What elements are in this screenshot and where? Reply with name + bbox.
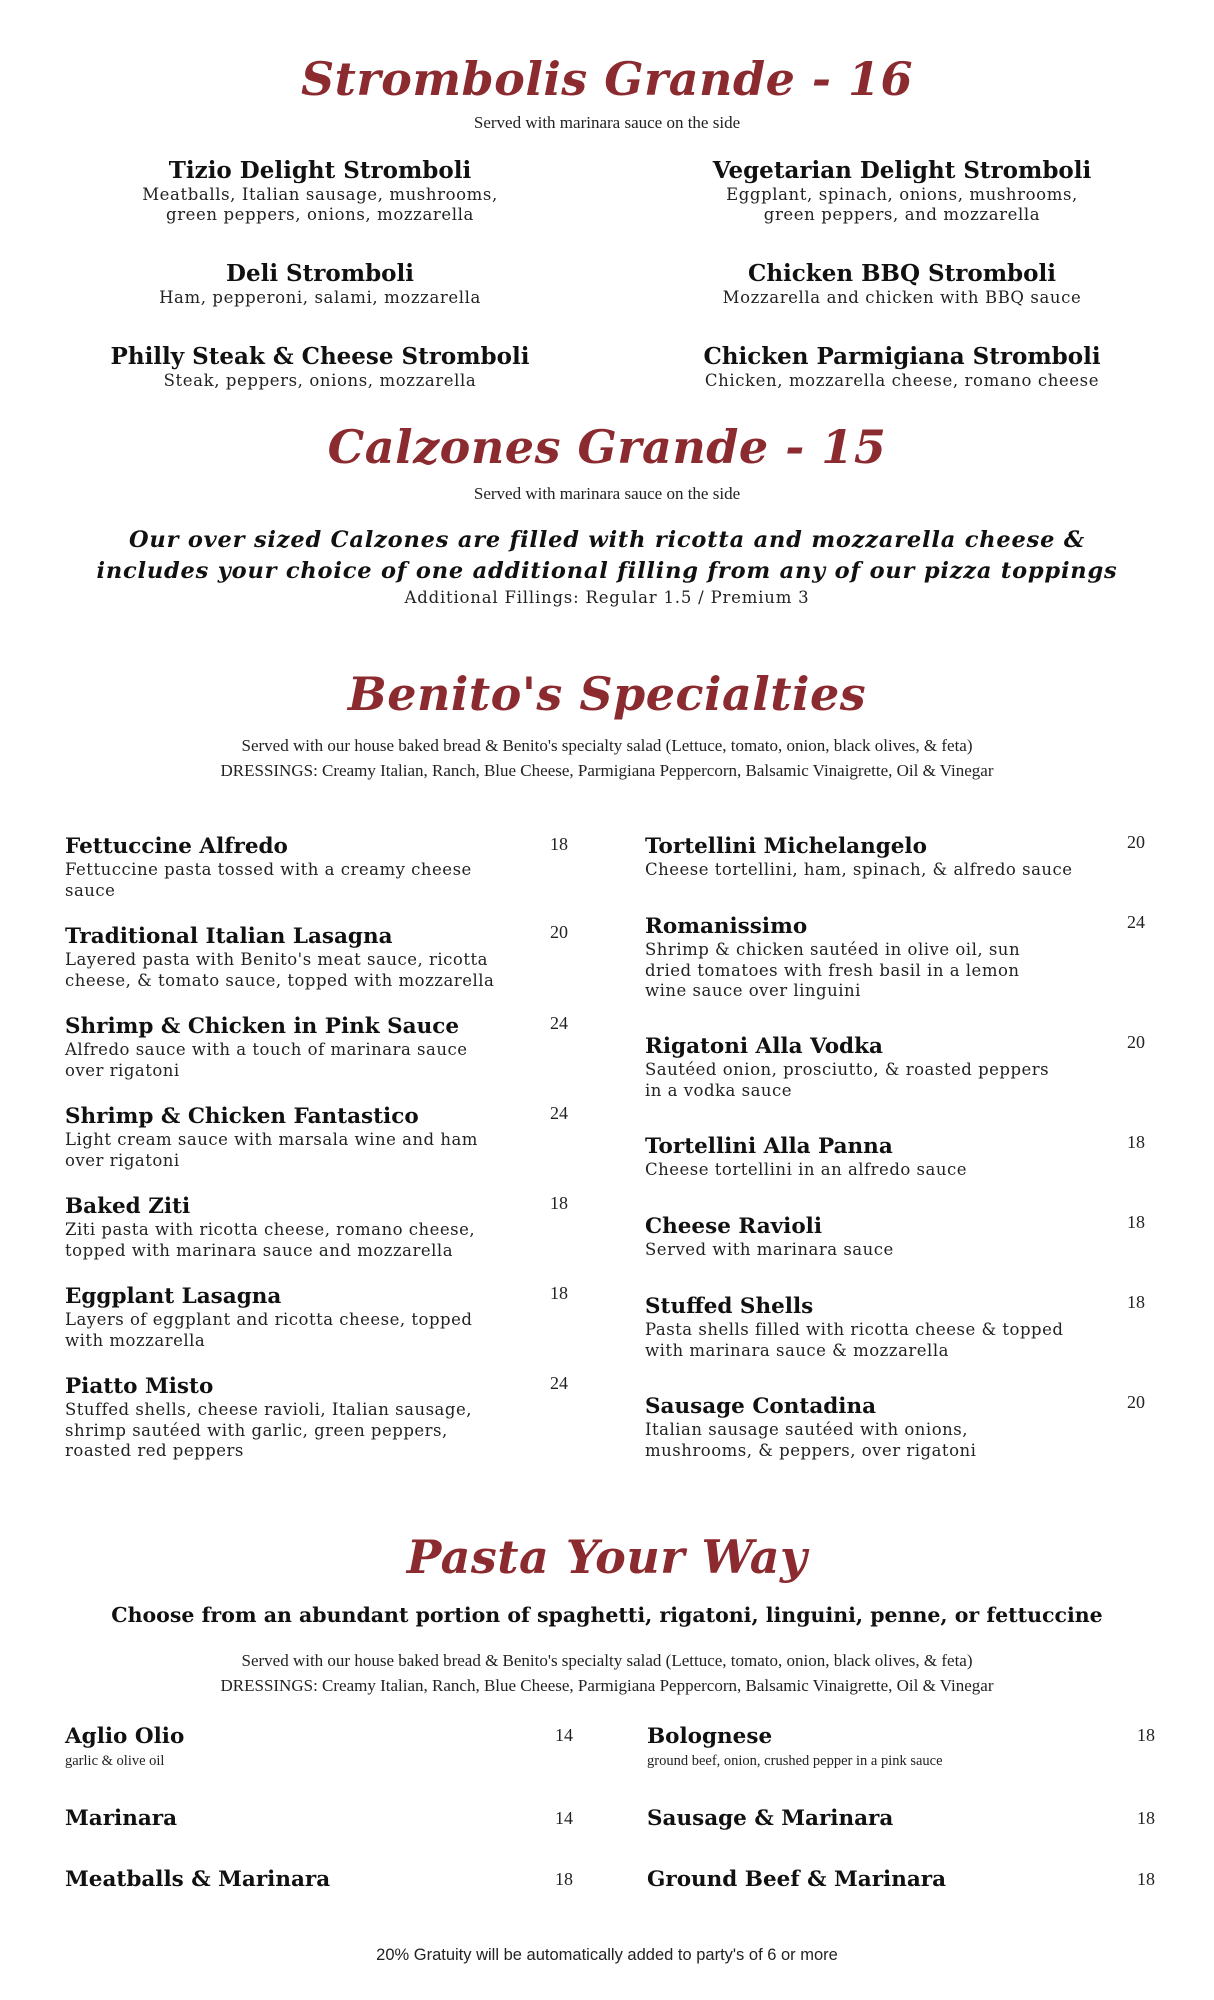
item-desc: Mozzarella and chicken with BBQ sauce <box>722 288 1082 307</box>
specialty-item <box>65 1104 505 1171</box>
pasta-salad-note: Served with our house baked bread & Benito's specialty salad (Lettuce, tomato, onion, black olives, & feta) <box>241 1651 973 1670</box>
specialty-item <box>65 1014 505 1081</box>
item-name: Deli Stromboli <box>226 260 414 287</box>
specialty-item-desc: Sautéed onion, prosciutto, & roasted peppers <box>645 1060 1050 1079</box>
specialty-item-name: Sausage Contadina <box>645 1394 877 1419</box>
pasta-item-price: 18 <box>1137 1869 1155 1889</box>
stromboli-item <box>682 260 1122 308</box>
item-desc: green peppers, onions, mozzarella <box>166 205 474 224</box>
specialty-item-desc: with mozzarella <box>65 1330 206 1350</box>
specialty-item-desc: cheese, & tomato sauce, topped with mozzarella <box>65 970 495 990</box>
specialty-item-name: Stuffed Shells <box>645 1294 814 1319</box>
specialty-item-price: 20 <box>1127 832 1145 852</box>
specialty-item-desc: Stuffed shells, cheese ravioli, Italian sausage, <box>65 1400 472 1419</box>
gratuity-note: 20% Gratuity will be automatically added to party's of 6 or more <box>376 1946 838 1964</box>
stromboli-title: Strombolis Grande - 16 <box>300 52 914 106</box>
specialty-item <box>645 1294 1085 1361</box>
specialty-item-desc: Italian sausage sautéed with onions, <box>645 1420 968 1439</box>
specialty-item-name: Romanissimo <box>645 914 808 939</box>
specialty-item-name: Fettuccine Alfredo <box>65 834 288 859</box>
specialty-item-price: 24 <box>550 1013 568 1033</box>
specialty-item-desc: Shrimp & chicken sautéed in olive oil, sun <box>645 940 1021 959</box>
pasta-item-name: Marinara <box>65 1806 178 1831</box>
pasta-item-price: 18 <box>1137 1725 1155 1745</box>
specialty-item-desc: Served with marinara sauce <box>645 1240 894 1259</box>
specialty-item-desc: dried tomatoes with fresh basil in a lemon <box>645 960 1020 980</box>
specialty-item <box>645 1394 1085 1461</box>
pasta-item-name: Ground Beef & Marinara <box>647 1867 947 1892</box>
specialty-item-name: Cheese Ravioli <box>645 1214 822 1239</box>
pasta-dressings-note: DRESSINGS: Creamy Italian, Ranch, Blue Cheese, Parmigiana Peppercorn, Balsamic Vinaigrette, Oil & Vinegar <box>220 1676 994 1695</box>
specialty-item-desc: Layered pasta with Benito's meat sauce, ricotta <box>65 950 488 969</box>
specialty-item <box>645 914 1085 1002</box>
specialty-item-desc: over rigatoni <box>65 1150 180 1170</box>
pasta-item-price: 14 <box>555 1808 573 1828</box>
calzones-additional-fillings: Additional Fillings: Regular 1.5 / Premium 3 <box>404 588 810 607</box>
item-desc: Meatballs, Italian sausage, mushrooms, <box>142 185 498 204</box>
specialty-item-price: 20 <box>1127 1032 1145 1052</box>
specialty-item-desc: wine sauce over linguini <box>645 981 861 1000</box>
stromboli-item <box>100 343 540 391</box>
specialty-item-desc: shrimp sautéed with garlic, green peppers, <box>65 1420 448 1440</box>
specialty-item-name: Eggplant Lasagna <box>65 1284 282 1309</box>
specialty-item-desc: with marinara sauce & mozzarella <box>645 1340 949 1360</box>
specialties-dressings-note: DRESSINGS: Creamy Italian, Ranch, Blue Cheese, Parmigiana Peppercorn, Balsamic Vinaigrette, Oil & Vinegar <box>220 761 994 780</box>
pasta-item-price: 14 <box>555 1725 573 1745</box>
pasta-item-price: 18 <box>1137 1808 1155 1828</box>
calzones-subtitle: Served with marinara sauce on the side <box>473 484 741 503</box>
specialty-item-desc: topped with marinara sauce and mozzarella <box>65 1240 454 1260</box>
specialty-item-desc: mushrooms, & peppers, over rigatoni <box>645 1440 977 1460</box>
calzones-lead-line-1: Our over sized Calzones are filled with ricotta and mozzarella cheese & <box>129 527 1085 553</box>
pasta-item-price: 18 <box>555 1869 573 1889</box>
pasta-choose-line: Choose from an abundant portion of spaghetti, rigatoni, linguini, penne, or fettuccine <box>111 1603 1103 1627</box>
item-desc: green peppers, and mozzarella <box>763 205 1041 224</box>
stromboli-item <box>100 157 540 225</box>
specialty-item-desc: in a vodka sauce <box>645 1080 793 1100</box>
specialty-item <box>65 834 505 901</box>
specialty-item <box>65 1194 505 1261</box>
specialty-item-desc: roasted red peppers <box>65 1441 244 1460</box>
calzones-lead-line-2: includes your choice of one additional filling from any of our pizza toppings <box>96 558 1118 584</box>
specialty-item-desc: Fettuccine pasta tossed with a creamy cheese <box>65 860 472 879</box>
item-name: Chicken Parmigiana Stromboli <box>703 343 1101 370</box>
specialty-item-desc: Cheese tortellini in an alfredo sauce <box>645 1160 967 1179</box>
specialty-item-desc: Ziti pasta with ricotta cheese, romano cheese, <box>65 1220 476 1239</box>
stromboli-item <box>100 260 540 308</box>
stromboli-item <box>682 343 1122 391</box>
pasta-item-desc: ground beef, onion, crushed pepper in a pink sauce <box>647 1753 943 1769</box>
pasta-item-name: Bolognese <box>647 1724 773 1749</box>
pasta-title: Pasta Your Way <box>406 1530 808 1584</box>
specialty-item-desc: Pasta shells filled with ricotta cheese & topped <box>645 1320 1064 1339</box>
stromboli-subtitle: Served with marinara sauce on the side <box>473 113 741 132</box>
specialty-item-price: 18 <box>1127 1292 1145 1312</box>
stromboli-item <box>682 157 1122 225</box>
pasta-item-name: Aglio Olio <box>65 1724 185 1749</box>
specialty-item-desc: Cheese tortellini, ham, spinach, & alfredo sauce <box>645 860 1073 879</box>
specialty-item-price: 18 <box>550 1283 568 1303</box>
specialty-item <box>645 1134 1085 1181</box>
specialty-item-price: 18 <box>550 1193 568 1213</box>
item-name: Vegetarian Delight Stromboli <box>712 157 1092 184</box>
specialty-item-name: Piatto Misto <box>65 1374 214 1399</box>
specialty-item-name: Rigatoni Alla Vodka <box>645 1034 883 1059</box>
specialty-item <box>645 834 1085 881</box>
specialty-item-name: Tortellini Michelangelo <box>645 834 927 859</box>
specialty-item-name: Tortellini Alla Panna <box>645 1134 893 1159</box>
specialty-item-price: 18 <box>550 834 568 854</box>
calzones-title: Calzones Grande - 15 <box>327 420 887 474</box>
specialty-item-name: Traditional Italian Lasagna <box>65 924 393 949</box>
pasta-item-desc: garlic & olive oil <box>65 1753 165 1769</box>
item-desc: Chicken, mozzarella cheese, romano cheese <box>704 371 1100 390</box>
specialty-item-name: Shrimp & Chicken in Pink Sauce <box>65 1014 460 1039</box>
pasta-item-name: Sausage & Marinara <box>647 1806 894 1831</box>
specialty-item-desc: Alfredo sauce with a touch of marinara sauce <box>65 1040 468 1059</box>
specialty-item-price: 20 <box>550 922 568 942</box>
item-name: Philly Steak & Cheese Stromboli <box>110 343 530 370</box>
specialty-item <box>65 1374 505 1462</box>
specialty-item-desc: sauce <box>65 880 116 900</box>
item-desc: Ham, pepperoni, salami, mozzarella <box>159 288 481 307</box>
specialty-item <box>65 924 505 991</box>
item-name: Tizio Delight Stromboli <box>168 157 472 184</box>
specialty-item <box>645 1034 1085 1101</box>
specialty-item-price: 18 <box>1127 1212 1145 1232</box>
item-name: Chicken BBQ Stromboli <box>748 260 1056 287</box>
specialty-item <box>645 1214 1085 1261</box>
item-desc: Steak, peppers, onions, mozzarella <box>163 371 477 390</box>
specialties-salad-note: Served with our house baked bread & Benito's specialty salad (Lettuce, tomato, onion, black olives, & feta) <box>241 736 973 755</box>
pasta-item-name: Meatballs & Marinara <box>65 1867 331 1892</box>
specialty-item-price: 18 <box>1127 1132 1145 1152</box>
specialty-item-price: 24 <box>550 1103 568 1123</box>
specialty-item-name: Baked Ziti <box>65 1194 191 1219</box>
specialty-item-desc: over rigatoni <box>65 1060 180 1080</box>
specialty-item-name: Shrimp & Chicken Fantastico <box>65 1104 419 1129</box>
specialty-item <box>65 1284 505 1351</box>
specialty-item-desc: Layers of eggplant and ricotta cheese, topped <box>65 1310 473 1329</box>
item-desc: Eggplant, spinach, onions, mushrooms, <box>726 185 1078 204</box>
specialty-item-price: 20 <box>1127 1392 1145 1412</box>
specialty-item-price: 24 <box>1127 912 1145 932</box>
specialties-title: Benito's Specialties <box>347 667 867 721</box>
specialty-item-desc: Light cream sauce with marsala wine and ham <box>65 1130 478 1149</box>
specialty-item-price: 24 <box>550 1373 568 1393</box>
